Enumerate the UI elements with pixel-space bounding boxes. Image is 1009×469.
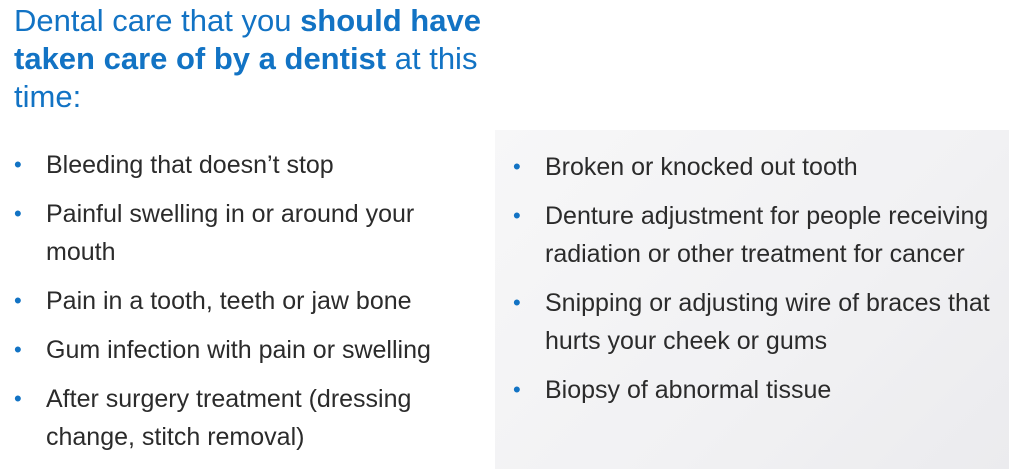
left-care-list bbox=[14, 146, 484, 467]
list-item bbox=[513, 148, 1003, 186]
list-item-text: After surgery treatment (dressing change, stitch removal) bbox=[46, 385, 412, 451]
page-title bbox=[14, 2, 494, 116]
list-item bbox=[14, 331, 484, 369]
list-item bbox=[513, 371, 1003, 409]
bullet-icon: • bbox=[513, 377, 521, 402]
bullet-icon: • bbox=[513, 290, 521, 315]
list-item bbox=[14, 380, 484, 456]
list-item-text: Pain in a tooth, teeth or jaw bone bbox=[46, 287, 412, 315]
list-item bbox=[14, 282, 484, 320]
list-item-text: Broken or knocked out tooth bbox=[545, 153, 858, 181]
right-care-list bbox=[513, 148, 1003, 420]
list-item-text: Snipping or adjusting wire of braces that hurts your cheek or gums bbox=[545, 289, 990, 355]
title-part-regular: Dental care that you bbox=[14, 3, 301, 38]
bullet-icon: • bbox=[14, 386, 22, 411]
list-item bbox=[513, 284, 1003, 360]
list-item-text: Gum infection with pain or swelling bbox=[46, 336, 431, 364]
bullet-icon: • bbox=[14, 201, 22, 226]
title-part-end: at this time: bbox=[14, 41, 478, 114]
list-item-text: Bleeding that doesn’t stop bbox=[46, 151, 334, 179]
list-item bbox=[14, 195, 484, 271]
list-item-text: Painful swelling in or around your mouth bbox=[46, 200, 415, 266]
bullet-icon: • bbox=[14, 337, 22, 362]
list-item-text: Biopsy of abnormal tissue bbox=[545, 376, 832, 404]
bullet-icon: • bbox=[513, 154, 521, 179]
bullet-icon: • bbox=[14, 288, 22, 313]
list-item bbox=[513, 197, 1003, 273]
bullet-icon: • bbox=[14, 152, 22, 177]
title-part-bold: should have taken care of by a dentist bbox=[14, 3, 481, 76]
list-item-text: Denture adjustment for people receiving radiation or other treatment for cancer bbox=[545, 202, 989, 268]
list-item bbox=[14, 146, 484, 184]
bullet-icon: • bbox=[513, 203, 521, 228]
